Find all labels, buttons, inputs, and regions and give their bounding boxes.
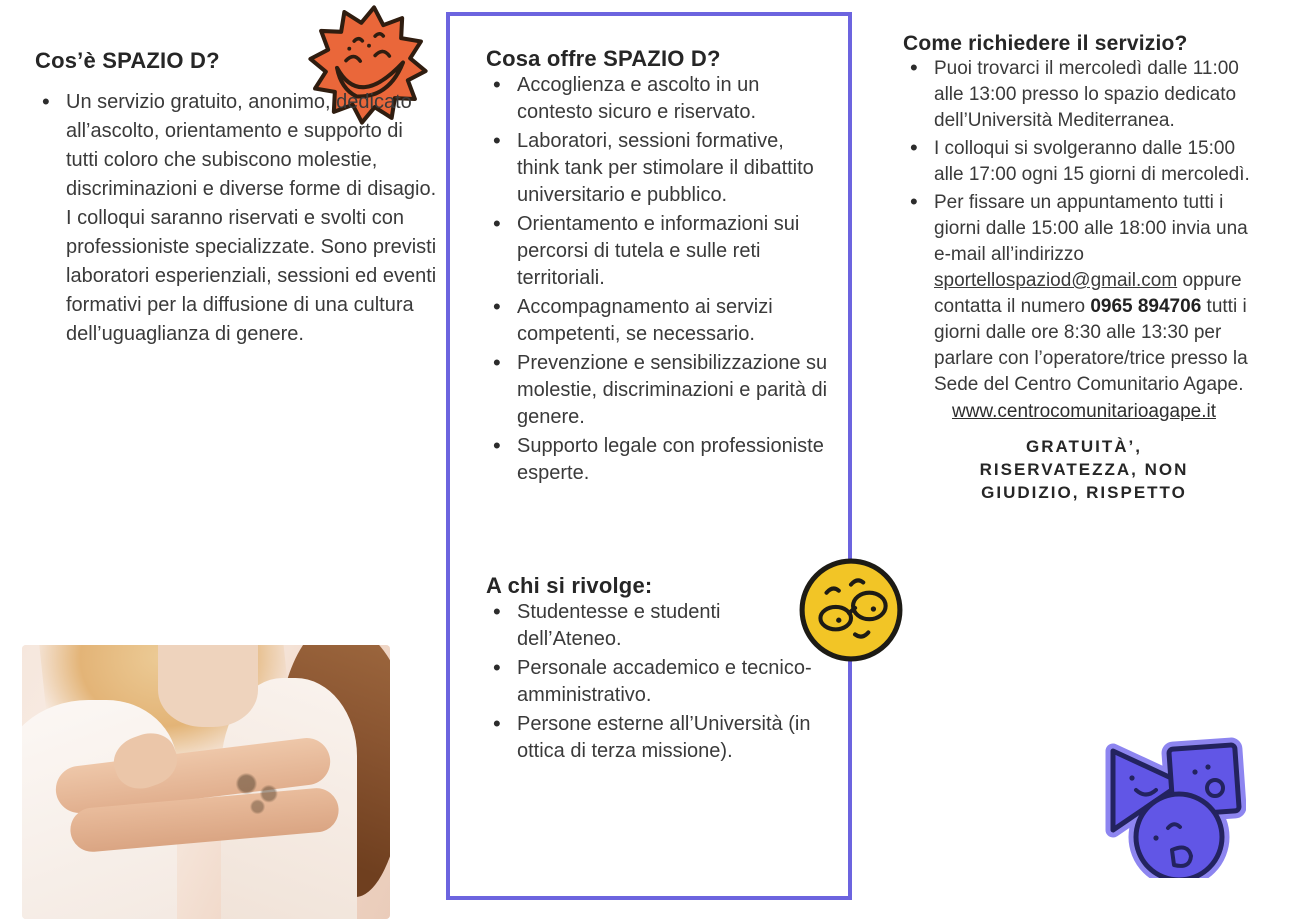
text-segment: Per fissare un appuntamento tutti i giorni dalle 15:00 alle 18:00 invia una e-mail all’indirizzo <box>934 192 1248 265</box>
list-item <box>903 136 1265 188</box>
list-item: • Un servizio gratuito, anonimo, dedicato all’ascolto, orientamento e supporto di tutti coloro che subiscono molestie, discriminazioni e diverse forme di disagio. I colloqui saranno riservati e svolti con professioniste specializzate. Sono previsti laboratori esperienziali, sessioni ed eventi formativi per la diffusione di una cultura dell’uguaglianza di genere. <box>35 88 437 349</box>
photo-neck <box>158 645 257 727</box>
values-line: GRATUITÀ’, <box>1025 437 1142 456</box>
left-bullet-list <box>35 88 437 351</box>
text-segment: tutti i giorni dalle ore 8:30 alle 13:30 per parlare con l’operatore/trice presso la Sede del Centro Comunitario Agape. <box>934 296 1248 395</box>
values-line: RISERVATEZZA, NON <box>979 460 1189 479</box>
list-item: • Personale accademico e tecnico-amministrativo. <box>486 655 830 709</box>
values-statement <box>903 435 1265 504</box>
list-item: • Prevenzione e sensibilizzazione su molestie, discriminazioni e parità di genere. <box>486 350 830 431</box>
list-item: • Accoglienza e ascolto in un contesto sicuro e riservato. <box>486 72 830 126</box>
howto-title: Come richiedere il servizio? <box>903 32 1188 55</box>
embrace-photo <box>22 645 390 919</box>
right-column <box>903 32 1265 504</box>
howto-list <box>903 56 1265 398</box>
email-link[interactable]: sportellospaziod@gmail.com <box>934 270 1178 291</box>
left-section-title: Cos’è SPAZIO D? <box>35 48 220 73</box>
list-item <box>903 56 1265 134</box>
list-item: • Orientamento e informazioni sui percorsi di tutela e sulle reti territoriali. <box>486 211 830 292</box>
list-item: • Accompagnamento ai servizi competenti, se necessario. <box>486 294 830 348</box>
audience-title: A chi si rivolge: <box>486 573 653 598</box>
list-item: • Studentesse e studenti dell’Ateneo. <box>486 599 830 653</box>
phone-number: 0965 894706 <box>1090 296 1202 317</box>
offers-list <box>486 72 830 487</box>
audience-list <box>486 599 830 765</box>
text-segment: Puoi trovarci il mercoledì dalle 11:00 alle 13:00 presso lo spazio dedicato dell’Università Mediterranea. <box>934 58 1239 131</box>
list-item: • Laboratori, sessioni formative, think tank per stimolare il dibattito universitario e pubblico. <box>486 128 830 209</box>
text-segment: I colloqui si svolgeranno dalle 15:00 alle 17:00 ogni 15 giorni di mercoledì. <box>934 138 1250 185</box>
text-segment: oppure contatta il numero <box>934 270 1242 317</box>
list-item: • Persone esterne all’Università (in ottica di terza missione). <box>486 711 830 765</box>
shapes-faces-icon <box>1096 724 1246 878</box>
photo-tattoo <box>229 765 286 818</box>
list-item: • Supporto legale con professioniste esperte. <box>486 433 830 487</box>
smiley-glasses-icon <box>797 556 905 664</box>
website-link[interactable]: www.centrocomunitarioagape.it <box>951 401 1217 422</box>
values-line: GIUDIZIO, RISPETTO <box>981 483 1187 502</box>
offers-panel <box>446 12 852 900</box>
list-item <box>903 190 1265 398</box>
offers-title: Cosa offre SPAZIO D? <box>486 46 721 71</box>
